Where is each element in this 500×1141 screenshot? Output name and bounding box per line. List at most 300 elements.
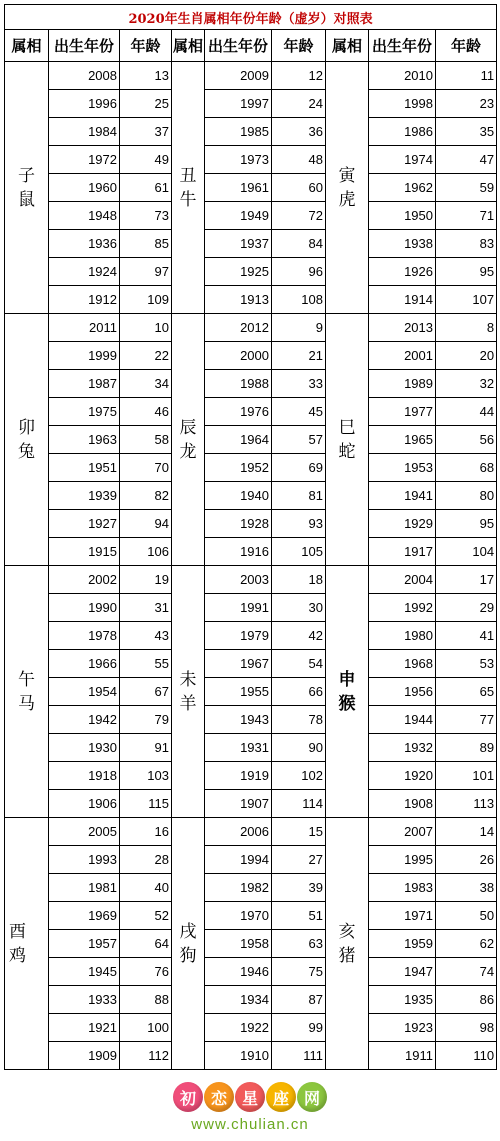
table-row [5, 958, 497, 986]
age-cell: 38 [436, 874, 497, 902]
age-cell: 107 [436, 286, 497, 314]
table-row [5, 818, 497, 846]
zodiac-sign-char: 兔 [18, 441, 35, 462]
age-cell: 58 [120, 426, 172, 454]
age-cell: 53 [436, 650, 497, 678]
age-cell: 81 [272, 482, 326, 510]
birth-year-cell: 1999 [49, 342, 120, 370]
birth-year-cell: 1914 [369, 286, 436, 314]
age-cell: 115 [120, 790, 172, 818]
age-cell: 31 [120, 594, 172, 622]
birth-year-cell: 2001 [369, 342, 436, 370]
birth-year-cell: 2005 [49, 818, 120, 846]
birth-year-cell: 1945 [49, 958, 120, 986]
zodiac-sign-char: 虎 [338, 189, 356, 210]
birth-year-cell: 1925 [205, 258, 272, 286]
birth-year-cell: 2012 [205, 314, 272, 342]
age-cell: 28 [120, 846, 172, 874]
birth-year-cell: 1927 [49, 510, 120, 538]
age-cell: 45 [272, 398, 326, 426]
table-row [5, 370, 497, 398]
table-row [5, 902, 497, 930]
age-cell: 41 [436, 622, 497, 650]
age-cell: 10 [120, 314, 172, 342]
logo-char: 初 [173, 1082, 203, 1112]
birth-year-cell: 1922 [205, 1014, 272, 1042]
age-cell: 23 [436, 90, 497, 118]
age-cell: 13 [120, 62, 172, 90]
age-cell: 96 [272, 258, 326, 286]
age-cell: 72 [272, 202, 326, 230]
site-logo[interactable] [0, 1082, 500, 1112]
age-cell: 33 [272, 370, 326, 398]
table-row [5, 90, 497, 118]
birth-year-cell: 1908 [369, 790, 436, 818]
birth-year-cell: 1997 [205, 90, 272, 118]
birth-year-cell: 1916 [205, 538, 272, 566]
logo-char: 网 [297, 1082, 327, 1112]
age-cell: 99 [272, 1014, 326, 1042]
table-row [5, 762, 497, 790]
age-cell: 78 [272, 706, 326, 734]
zodiac-sign-char: 牛 [179, 189, 197, 210]
birth-year-cell: 1976 [205, 398, 272, 426]
age-cell: 40 [120, 874, 172, 902]
age-cell: 91 [120, 734, 172, 762]
zodiac-sign-cell [326, 566, 369, 818]
table-row [5, 594, 497, 622]
table-row [5, 146, 497, 174]
age-cell: 26 [436, 846, 497, 874]
birth-year-cell: 1980 [369, 622, 436, 650]
birth-year-cell: 1985 [205, 118, 272, 146]
birth-year-cell: 1968 [369, 650, 436, 678]
birth-year-cell: 1943 [205, 706, 272, 734]
age-cell: 70 [120, 454, 172, 482]
zodiac-sign-cell [326, 62, 369, 314]
header-age: 年龄 [272, 30, 326, 62]
age-cell: 93 [272, 510, 326, 538]
header-year: 出生年份 [369, 30, 436, 62]
age-cell: 15 [272, 818, 326, 846]
age-cell: 68 [436, 454, 497, 482]
table-row [5, 202, 497, 230]
birth-year-cell: 1933 [49, 986, 120, 1014]
birth-year-cell: 1969 [49, 902, 120, 930]
age-cell: 64 [120, 930, 172, 958]
age-cell: 66 [272, 678, 326, 706]
birth-year-cell: 1919 [205, 762, 272, 790]
birth-year-cell: 1967 [205, 650, 272, 678]
birth-year-cell: 2013 [369, 314, 436, 342]
zodiac-sign-char: 午 [18, 669, 35, 690]
birth-year-cell: 1951 [49, 454, 120, 482]
birth-year-cell: 1990 [49, 594, 120, 622]
zodiac-sign-char: 鸡 [9, 945, 26, 966]
birth-year-cell: 1918 [49, 762, 120, 790]
table-row [5, 566, 497, 594]
birth-year-cell: 1949 [205, 202, 272, 230]
birth-year-cell: 1974 [369, 146, 436, 174]
zodiac-sign-cell [5, 62, 49, 314]
birth-year-cell: 1938 [369, 230, 436, 258]
age-cell: 75 [272, 958, 326, 986]
table-row [5, 1042, 497, 1070]
logo-char: 座 [266, 1082, 296, 1112]
zodiac-sign-cell [5, 818, 49, 1070]
birth-year-cell: 1917 [369, 538, 436, 566]
age-cell: 18 [272, 566, 326, 594]
age-cell: 110 [436, 1042, 497, 1070]
age-cell: 105 [272, 538, 326, 566]
zodiac-sign-char: 狗 [179, 945, 197, 966]
age-cell: 8 [436, 314, 497, 342]
table-row [5, 258, 497, 286]
birth-year-cell: 1970 [205, 902, 272, 930]
table-body [5, 62, 497, 1070]
table-row [5, 734, 497, 762]
age-cell: 27 [272, 846, 326, 874]
age-cell: 63 [272, 930, 326, 958]
age-cell: 36 [272, 118, 326, 146]
birth-year-cell: 1982 [205, 874, 272, 902]
age-cell: 101 [436, 762, 497, 790]
age-cell: 114 [272, 790, 326, 818]
birth-year-cell: 1920 [369, 762, 436, 790]
zodiac-sign-char: 未 [179, 669, 197, 690]
birth-year-cell: 1952 [205, 454, 272, 482]
age-cell: 61 [120, 174, 172, 202]
birth-year-cell: 1956 [369, 678, 436, 706]
birth-year-cell: 1965 [369, 426, 436, 454]
age-cell: 22 [120, 342, 172, 370]
age-cell: 44 [436, 398, 497, 426]
birth-year-cell: 1947 [369, 958, 436, 986]
age-cell: 95 [436, 258, 497, 286]
birth-year-cell: 1993 [49, 846, 120, 874]
zodiac-sign-cell [326, 314, 369, 566]
age-cell: 35 [436, 118, 497, 146]
table-row [5, 1014, 497, 1042]
footer [0, 1082, 500, 1133]
age-cell: 62 [436, 930, 497, 958]
zodiac-sign-cell [5, 314, 49, 566]
zodiac-sign-char: 辰 [179, 417, 197, 438]
table-row [5, 986, 497, 1014]
table-row [5, 846, 497, 874]
zodiac-sign-char: 寅 [338, 165, 356, 186]
age-cell: 12 [272, 62, 326, 90]
header-year: 出生年份 [205, 30, 272, 62]
birth-year-cell: 1934 [205, 986, 272, 1014]
table-title: 2020年生肖属相年份年龄（虚岁）对照表 [5, 5, 497, 30]
zodiac-sign-cell [172, 314, 205, 566]
birth-year-cell: 2007 [369, 818, 436, 846]
age-cell: 73 [120, 202, 172, 230]
age-cell: 95 [436, 510, 497, 538]
age-cell: 43 [120, 622, 172, 650]
age-cell: 77 [436, 706, 497, 734]
zodiac-sign-char: 巳 [338, 417, 356, 438]
site-url[interactable]: www.chulian.cn [191, 1116, 309, 1133]
age-cell: 47 [436, 146, 497, 174]
age-cell: 49 [120, 146, 172, 174]
zodiac-sign-char: 丑 [179, 165, 197, 186]
birth-year-cell: 1963 [49, 426, 120, 454]
birth-year-cell: 1939 [49, 482, 120, 510]
age-cell: 94 [120, 510, 172, 538]
age-cell: 59 [436, 174, 497, 202]
table-row [5, 426, 497, 454]
age-cell: 104 [436, 538, 497, 566]
age-cell: 108 [272, 286, 326, 314]
age-cell: 82 [120, 482, 172, 510]
header-year: 出生年份 [49, 30, 120, 62]
birth-year-cell: 1926 [369, 258, 436, 286]
birth-year-cell: 2008 [49, 62, 120, 90]
zodiac-age-table [4, 4, 497, 1070]
birth-year-cell: 1940 [205, 482, 272, 510]
birth-year-cell: 1991 [205, 594, 272, 622]
age-cell: 74 [436, 958, 497, 986]
zodiac-sign-char: 猪 [338, 945, 356, 966]
age-cell: 48 [272, 146, 326, 174]
table-row [5, 874, 497, 902]
table-row [5, 706, 497, 734]
birth-year-cell: 1998 [369, 90, 436, 118]
age-cell: 103 [120, 762, 172, 790]
birth-year-cell: 1924 [49, 258, 120, 286]
birth-year-cell: 1936 [49, 230, 120, 258]
birth-year-cell: 1992 [369, 594, 436, 622]
age-cell: 80 [436, 482, 497, 510]
table-row [5, 650, 497, 678]
age-cell: 79 [120, 706, 172, 734]
age-cell: 71 [436, 202, 497, 230]
birth-year-cell: 1957 [49, 930, 120, 958]
birth-year-cell: 1979 [205, 622, 272, 650]
birth-year-cell: 1928 [205, 510, 272, 538]
logo-char: 恋 [204, 1082, 234, 1112]
birth-year-cell: 1988 [205, 370, 272, 398]
zodiac-sign-char: 酉 [9, 921, 26, 942]
age-cell: 34 [120, 370, 172, 398]
age-cell: 84 [272, 230, 326, 258]
birth-year-cell: 1944 [369, 706, 436, 734]
zodiac-sign-char: 龙 [179, 441, 197, 462]
zodiac-sign-cell [5, 566, 49, 818]
zodiac-sign-char: 卯 [18, 417, 35, 438]
zodiac-sign-char: 马 [18, 693, 35, 714]
age-cell: 30 [272, 594, 326, 622]
age-cell: 16 [120, 818, 172, 846]
header-sign: 属相 [172, 30, 205, 62]
age-cell: 20 [436, 342, 497, 370]
age-cell: 32 [436, 370, 497, 398]
header-sign: 属相 [5, 30, 49, 62]
birth-year-cell: 1996 [49, 90, 120, 118]
birth-year-cell: 1929 [369, 510, 436, 538]
birth-year-cell: 1995 [369, 846, 436, 874]
zodiac-sign-char: 申 [338, 669, 356, 690]
age-cell: 39 [272, 874, 326, 902]
age-cell: 113 [436, 790, 497, 818]
table-row [5, 454, 497, 482]
birth-year-cell: 1912 [49, 286, 120, 314]
birth-year-cell: 1961 [205, 174, 272, 202]
age-cell: 21 [272, 342, 326, 370]
age-cell: 85 [120, 230, 172, 258]
birth-year-cell: 1955 [205, 678, 272, 706]
birth-year-cell: 1909 [49, 1042, 120, 1070]
age-cell: 106 [120, 538, 172, 566]
birth-year-cell: 1972 [49, 146, 120, 174]
birth-year-cell: 1911 [369, 1042, 436, 1070]
age-cell: 29 [436, 594, 497, 622]
age-cell: 57 [272, 426, 326, 454]
birth-year-cell: 2010 [369, 62, 436, 90]
birth-year-cell: 1960 [49, 174, 120, 202]
birth-year-cell: 1941 [369, 482, 436, 510]
age-cell: 25 [120, 90, 172, 118]
birth-year-cell: 1962 [369, 174, 436, 202]
age-cell: 51 [272, 902, 326, 930]
age-cell: 111 [272, 1042, 326, 1070]
birth-year-cell: 2003 [205, 566, 272, 594]
age-cell: 109 [120, 286, 172, 314]
table-row [5, 62, 497, 90]
age-cell: 100 [120, 1014, 172, 1042]
zodiac-sign-char: 蛇 [338, 441, 356, 462]
table-row [5, 790, 497, 818]
birth-year-cell: 2002 [49, 566, 120, 594]
birth-year-cell: 1973 [205, 146, 272, 174]
table-row [5, 174, 497, 202]
birth-year-cell: 1910 [205, 1042, 272, 1070]
logo-char: 星 [235, 1082, 265, 1112]
zodiac-sign-cell [326, 818, 369, 1070]
zodiac-sign-char: 子 [18, 165, 35, 186]
zodiac-sign-char: 戌 [179, 921, 197, 942]
age-cell: 60 [272, 174, 326, 202]
table-row [5, 482, 497, 510]
birth-year-cell: 1989 [369, 370, 436, 398]
header-row [5, 30, 497, 62]
birth-year-cell: 1958 [205, 930, 272, 958]
age-cell: 11 [436, 62, 497, 90]
birth-year-cell: 1921 [49, 1014, 120, 1042]
birth-year-cell: 1950 [369, 202, 436, 230]
birth-year-cell: 1915 [49, 538, 120, 566]
table-row [5, 678, 497, 706]
table-row [5, 230, 497, 258]
age-cell: 88 [120, 986, 172, 1014]
age-cell: 98 [436, 1014, 497, 1042]
table-row [5, 622, 497, 650]
age-cell: 9 [272, 314, 326, 342]
birth-year-cell: 2000 [205, 342, 272, 370]
birth-year-cell: 1923 [369, 1014, 436, 1042]
age-cell: 42 [272, 622, 326, 650]
age-cell: 55 [120, 650, 172, 678]
age-cell: 69 [272, 454, 326, 482]
birth-year-cell: 1981 [49, 874, 120, 902]
age-cell: 37 [120, 118, 172, 146]
birth-year-cell: 2009 [205, 62, 272, 90]
birth-year-cell: 1964 [205, 426, 272, 454]
zodiac-sign-cell [172, 62, 205, 314]
birth-year-cell: 1954 [49, 678, 120, 706]
birth-year-cell: 1935 [369, 986, 436, 1014]
birth-year-cell: 1913 [205, 286, 272, 314]
birth-year-cell: 1932 [369, 734, 436, 762]
zodiac-sign-cell [172, 566, 205, 818]
age-cell: 17 [436, 566, 497, 594]
birth-year-cell: 1907 [205, 790, 272, 818]
table-row [5, 398, 497, 426]
birth-year-cell: 2011 [49, 314, 120, 342]
table-row [5, 930, 497, 958]
birth-year-cell: 1948 [49, 202, 120, 230]
birth-year-cell: 2004 [369, 566, 436, 594]
age-cell: 86 [436, 986, 497, 1014]
birth-year-cell: 1986 [369, 118, 436, 146]
birth-year-cell: 1959 [369, 930, 436, 958]
age-cell: 89 [436, 734, 497, 762]
age-cell: 52 [120, 902, 172, 930]
table-row [5, 342, 497, 370]
birth-year-cell: 1978 [49, 622, 120, 650]
birth-year-cell: 1953 [369, 454, 436, 482]
birth-year-cell: 1971 [369, 902, 436, 930]
birth-year-cell: 1983 [369, 874, 436, 902]
age-cell: 76 [120, 958, 172, 986]
header-sign: 属相 [326, 30, 369, 62]
age-cell: 46 [120, 398, 172, 426]
zodiac-sign-char: 猴 [338, 693, 356, 714]
birth-year-cell: 1937 [205, 230, 272, 258]
birth-year-cell: 1930 [49, 734, 120, 762]
zodiac-sign-char: 羊 [179, 693, 197, 714]
table-row [5, 538, 497, 566]
header-age: 年龄 [120, 30, 172, 62]
age-cell: 67 [120, 678, 172, 706]
birth-year-cell: 1906 [49, 790, 120, 818]
age-cell: 24 [272, 90, 326, 118]
table-row [5, 286, 497, 314]
table-row [5, 314, 497, 342]
zodiac-sign-cell [172, 818, 205, 1070]
birth-year-cell: 1931 [205, 734, 272, 762]
birth-year-cell: 1942 [49, 706, 120, 734]
table-row [5, 510, 497, 538]
zodiac-sign-char: 亥 [338, 921, 356, 942]
age-cell: 19 [120, 566, 172, 594]
age-cell: 14 [436, 818, 497, 846]
age-cell: 102 [272, 762, 326, 790]
zodiac-sign-char: 鼠 [18, 189, 35, 210]
birth-year-cell: 1987 [49, 370, 120, 398]
age-cell: 87 [272, 986, 326, 1014]
birth-year-cell: 1966 [49, 650, 120, 678]
age-cell: 90 [272, 734, 326, 762]
age-cell: 97 [120, 258, 172, 286]
age-cell: 83 [436, 230, 497, 258]
age-cell: 65 [436, 678, 497, 706]
table-row [5, 118, 497, 146]
birth-year-cell: 1975 [49, 398, 120, 426]
age-cell: 50 [436, 902, 497, 930]
